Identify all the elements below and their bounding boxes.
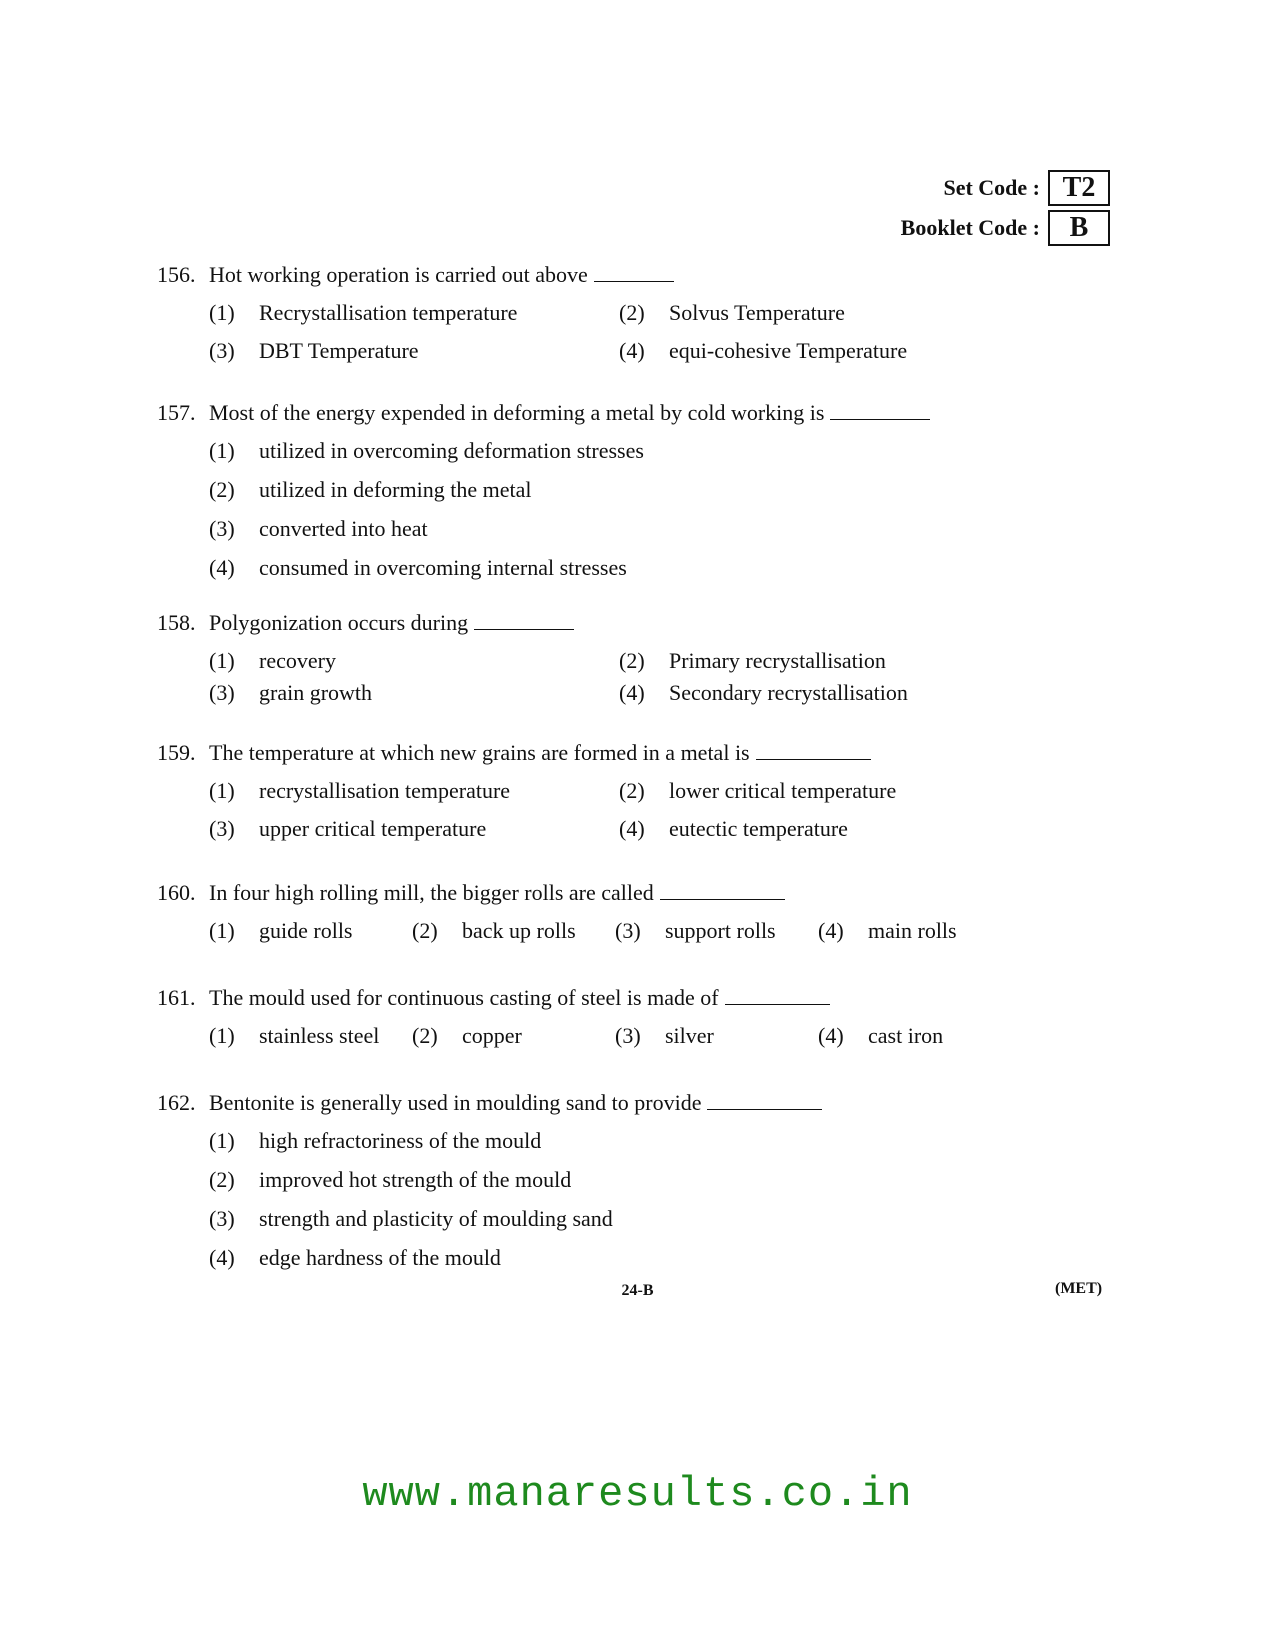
option-number: (1): [209, 438, 235, 463]
watermark-url: www.manaresults.co.in: [362, 1470, 913, 1518]
set-code-label: Set Code :: [943, 175, 1040, 200]
option-text: converted into heat: [259, 516, 428, 541]
option-number: (2): [619, 300, 645, 325]
answer-blank: [707, 1108, 822, 1110]
option-number: (4): [619, 680, 645, 705]
answer-blank: [830, 418, 930, 420]
option-number: (4): [818, 1023, 844, 1048]
option-text: cast iron: [868, 1023, 944, 1048]
options: [209, 918, 1021, 944]
option-number: (2): [412, 918, 438, 943]
option-number: (3): [615, 918, 641, 943]
option-text: grain growth: [259, 680, 373, 705]
option-4: [619, 680, 999, 706]
option-3: [209, 816, 619, 842]
option-number: (3): [209, 516, 235, 541]
question-text: In four high rolling mill, the bigger rolls are called: [209, 880, 654, 905]
option-number: (3): [209, 816, 235, 841]
option-number: (3): [615, 1023, 641, 1048]
exam-codes: [880, 168, 1110, 248]
option-1: [209, 1128, 822, 1154]
option-number: (4): [209, 555, 235, 580]
option-number: (1): [209, 1128, 235, 1153]
question-number: 159.: [157, 740, 196, 765]
option-4: [619, 816, 999, 842]
set-code-row: [880, 168, 1110, 208]
options: [209, 1023, 1021, 1049]
option-number: (4): [818, 918, 844, 943]
option-text: strength and plasticity of moulding sand: [259, 1206, 613, 1231]
question-number: 161.: [157, 985, 196, 1010]
option-text: lower critical temperature: [669, 778, 897, 803]
option-number: (2): [209, 477, 235, 502]
option-3: [209, 680, 619, 706]
option-2: [412, 1023, 615, 1049]
option-text: copper: [462, 1023, 522, 1048]
option-text: back up rolls: [462, 918, 576, 943]
subject-code: (MET): [1055, 1280, 1103, 1297]
option-2: [412, 918, 615, 944]
option-2: [209, 1167, 822, 1193]
option-text: DBT Temperature: [259, 338, 419, 363]
option-number: (2): [209, 1167, 235, 1192]
question-number: 160.: [157, 880, 196, 905]
option-text: guide rolls: [259, 918, 353, 943]
question-text: Bentonite is generally used in moulding sand to provide: [209, 1090, 702, 1115]
option-number: (4): [619, 816, 645, 841]
options: [209, 438, 930, 581]
option-1: [209, 648, 619, 674]
option-text: Solvus Temperature: [669, 300, 845, 325]
option-3: [615, 1023, 818, 1049]
answer-blank: [725, 1003, 830, 1005]
option-text: edge hardness of the mould: [259, 1245, 501, 1270]
question-160: [157, 880, 1021, 944]
answer-blank: [474, 628, 574, 630]
option-text: utilized in overcoming deformation stresses: [259, 438, 644, 463]
option-number: (1): [209, 918, 235, 943]
set-code-value: T2: [1048, 170, 1110, 206]
options: [209, 648, 999, 706]
option-3: [209, 338, 619, 364]
booklet-code-row: [880, 208, 1110, 248]
option-text: Recrystallisation temperature: [259, 300, 518, 325]
option-number: (3): [209, 338, 235, 363]
option-number: (4): [619, 338, 645, 363]
question-156: [157, 262, 999, 364]
option-number: (1): [209, 778, 235, 803]
option-3: [209, 516, 930, 542]
question-number: 156.: [157, 262, 196, 287]
booklet-code-value: B: [1048, 210, 1110, 246]
option-2: [619, 300, 999, 326]
answer-blank: [660, 898, 785, 900]
option-text: equi-cohesive Temperature: [669, 338, 908, 363]
option-text: high refractoriness of the mould: [259, 1128, 542, 1153]
option-text: stainless steel: [259, 1023, 380, 1048]
option-text: silver: [665, 1023, 714, 1048]
question-159: [157, 740, 999, 842]
option-text: utilized in deforming the metal: [259, 477, 532, 502]
option-2: [209, 477, 930, 503]
question-text: Most of the energy expended in deforming a metal by cold working is: [209, 400, 825, 425]
options: [209, 300, 999, 364]
option-4: [209, 1245, 822, 1271]
option-text: support rolls: [665, 918, 776, 943]
question-number: 162.: [157, 1090, 196, 1115]
question-text: The mould used for continuous casting of steel is made of: [209, 985, 719, 1010]
option-number: (1): [209, 648, 235, 673]
option-2: [619, 648, 999, 674]
option-number: (3): [209, 680, 235, 705]
question-162: [157, 1090, 822, 1284]
options: [209, 778, 999, 842]
option-text: recrystallisation temperature: [259, 778, 511, 803]
option-number: (1): [209, 300, 235, 325]
option-text: recovery: [259, 648, 336, 673]
option-number: (4): [209, 1245, 235, 1270]
option-4: [818, 1023, 1021, 1049]
booklet-code-label: Booklet Code :: [900, 215, 1040, 240]
question-161: [157, 985, 1021, 1049]
option-4: [209, 555, 930, 581]
answer-blank: [594, 280, 674, 282]
question-text: Polygonization occurs during: [209, 610, 469, 635]
option-text: upper critical temperature: [259, 816, 487, 841]
option-2: [619, 778, 999, 804]
option-text: main rolls: [868, 918, 957, 943]
question-text: Hot working operation is carried out above: [209, 262, 588, 287]
option-text: Primary recrystallisation: [669, 648, 886, 673]
question-157: [157, 400, 930, 594]
option-3: [209, 1206, 822, 1232]
option-1: [209, 778, 619, 804]
question-number: 158.: [157, 610, 196, 635]
option-4: [619, 338, 999, 364]
question-text: The temperature at which new grains are formed in a metal is: [209, 740, 750, 765]
option-number: (2): [412, 1023, 438, 1048]
page-code: 24-B: [621, 1282, 654, 1299]
option-text: Secondary recrystallisation: [669, 680, 908, 705]
question-number: 157.: [157, 400, 196, 425]
option-number: (2): [619, 648, 645, 673]
option-1: [209, 1023, 412, 1049]
option-4: [818, 918, 1021, 944]
option-text: consumed in overcoming internal stresses: [259, 555, 627, 580]
option-1: [209, 918, 412, 944]
option-3: [615, 918, 818, 944]
option-text: improved hot strength of the mould: [259, 1167, 572, 1192]
option-1: [209, 300, 619, 326]
option-number: (3): [209, 1206, 235, 1231]
option-number: (2): [619, 778, 645, 803]
options: [209, 1128, 822, 1271]
question-158: [157, 610, 999, 706]
option-text: eutectic temperature: [669, 816, 848, 841]
answer-blank: [756, 758, 871, 760]
option-number: (1): [209, 1023, 235, 1048]
option-1: [209, 438, 930, 464]
